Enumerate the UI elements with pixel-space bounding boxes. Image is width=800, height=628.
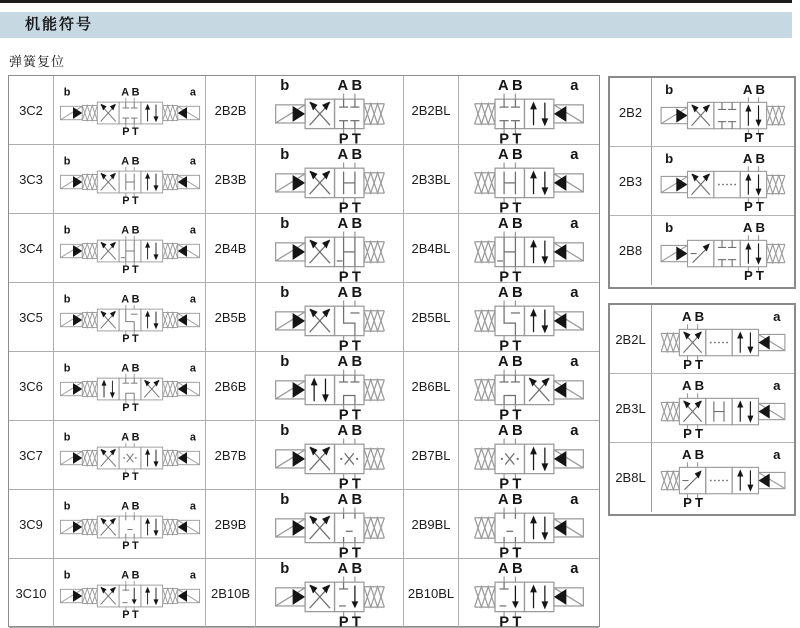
svg-text:a: a [189,568,196,581]
svg-text:PT: PT [338,544,364,559]
svg-text:a: a [773,447,781,463]
valve-symbol-2B10B [256,559,404,628]
svg-text:AB: AB [497,215,527,232]
valve-symbol-2B2 [652,78,794,147]
model-label: 2B6B [206,352,256,421]
valve-schematic [271,76,389,145]
svg-text:AB: AB [336,146,366,163]
svg-text:a: a [189,292,196,305]
svg-text:b: b [279,77,289,94]
valve-symbol-2B6B [256,352,404,421]
model-label: 3C3 [9,145,54,214]
svg-text:a: a [773,377,781,393]
svg-text:AB: AB [497,560,527,577]
svg-text:PT: PT [338,130,364,145]
svg-text:PT: PT [499,268,525,283]
valve-symbol-2B4BL [459,214,599,283]
svg-text:b: b [279,560,289,577]
valve-symbol-2B7B [256,421,404,490]
svg-text:PT: PT [743,198,767,214]
svg-text:b: b [279,284,289,301]
valve-symbol-2B4B [256,214,404,283]
svg-text:b: b [279,353,289,370]
valve-schematic [57,289,203,346]
svg-text:PT: PT [499,130,525,145]
svg-text:PT: PT [121,401,141,414]
svg-text:AB: AB [497,491,527,508]
svg-text:PT: PT [499,475,525,490]
model-label: 3C2 [9,76,54,145]
valve-symbol-3C3 [54,145,206,214]
svg-text:PT: PT [338,613,364,628]
svg-text:AB: AB [336,215,366,232]
svg-text:b: b [63,499,70,512]
svg-text:PT: PT [499,406,525,421]
svg-text:AB: AB [120,430,142,443]
valve-schematic [271,145,389,214]
svg-text:AB: AB [497,77,527,94]
svg-text:b: b [279,491,289,508]
symbol-table [8,75,600,627]
svg-text:PT: PT [121,332,141,345]
valve-schematic [271,490,389,559]
valve-symbol-3C5 [54,283,206,352]
side-table-2bl [608,303,796,516]
model-label: 2B2B [206,76,256,145]
svg-text:a: a [189,430,196,443]
valve-symbol-2B8L [652,443,794,512]
svg-text:PT: PT [743,129,767,145]
side-table-2b [608,76,796,289]
svg-text:b: b [665,150,674,166]
model-label: 3C6 [9,352,54,421]
svg-text:a: a [570,215,579,232]
svg-text:AB: AB [682,308,708,324]
svg-text:PT: PT [499,544,525,559]
svg-text:b: b [665,81,674,97]
svg-text:b: b [279,422,289,439]
svg-text:a: a [570,491,579,508]
svg-text:AB: AB [497,284,527,301]
valve-schematic [57,358,203,415]
svg-text:AB: AB [742,81,769,97]
model-label: 2B9B [206,490,256,559]
svg-text:AB: AB [120,223,142,236]
model-label: 2B8L [610,443,652,512]
svg-text:b: b [63,154,70,167]
valve-schematic [470,76,588,145]
valve-schematic [271,352,389,421]
model-label: 2B7B [206,421,256,490]
valve-schematic [470,490,588,559]
svg-text:b: b [63,223,70,236]
svg-text:b: b [279,215,289,232]
svg-text:a: a [570,77,579,94]
model-label: 2B2L [610,305,652,374]
valve-schematic [470,283,588,352]
svg-text:AB: AB [120,361,142,374]
svg-text:PT: PT [338,199,364,214]
valve-schematic [57,220,203,277]
model-label: 2B3 [610,147,652,216]
valve-symbol-2B7BL [459,421,599,490]
model-label: 2B9BL [404,490,459,559]
svg-text:AB: AB [120,85,142,98]
svg-text:b: b [63,292,70,305]
valve-symbol-2B9BL [459,490,599,559]
svg-text:PT: PT [121,125,141,138]
svg-text:PT: PT [338,337,364,352]
svg-text:AB: AB [120,154,142,167]
valve-schematic [271,421,389,490]
valve-symbol-2B8 [652,216,794,285]
model-label: 3C4 [9,214,54,283]
svg-text:AB: AB [336,560,366,577]
svg-text:a: a [189,223,196,236]
model-label: 2B5B [206,283,256,352]
valve-schematic [657,216,789,285]
svg-text:b: b [665,220,674,236]
svg-text:a: a [570,146,579,163]
svg-text:PT: PT [121,539,141,552]
svg-text:PT: PT [499,613,525,628]
svg-text:b: b [63,361,70,374]
valve-symbol-2B5BL [459,283,599,352]
svg-text:a: a [189,361,196,374]
valve-schematic [470,421,588,490]
model-label: 2B2 [610,78,652,147]
svg-text:PT: PT [121,263,141,276]
svg-text:PT: PT [743,267,767,283]
page-title: 机能符号 [25,16,94,33]
svg-text:PT: PT [683,494,707,510]
svg-text:AB: AB [120,499,142,512]
svg-text:PT: PT [338,475,364,490]
svg-text:AB: AB [682,377,708,393]
valve-schematic [470,352,588,421]
svg-text:b: b [63,430,70,443]
model-label: 3C9 [9,490,54,559]
svg-text:AB: AB [336,422,366,439]
svg-text:AB: AB [497,422,527,439]
valve-schematic [57,565,203,622]
svg-text:a: a [189,499,196,512]
valve-symbol-3C7 [54,421,206,490]
valve-schematic [271,559,389,628]
model-label: 2B3L [610,374,652,443]
valve-schematic [657,443,789,512]
valve-symbol-3C10 [54,559,206,628]
svg-text:PT: PT [121,608,141,621]
valve-schematic [271,283,389,352]
model-label: 2B5BL [404,283,459,352]
valve-symbol-2B9B [256,490,404,559]
valve-schematic [271,214,389,283]
svg-text:AB: AB [742,220,769,236]
model-label: 2B10BL [404,559,459,628]
svg-text:PT: PT [338,268,364,283]
svg-text:a: a [570,560,579,577]
valve-symbol-2B10BL [459,559,599,628]
svg-text:a: a [189,154,196,167]
svg-text:AB: AB [336,491,366,508]
valve-schematic [657,147,789,216]
valve-symbol-2B3L [652,374,794,443]
valve-symbol-2B2BL [459,76,599,145]
svg-text:AB: AB [497,353,527,370]
valve-symbol-2B3BL [459,145,599,214]
valve-symbol-3C4 [54,214,206,283]
model-label: 3C10 [9,559,54,628]
valve-symbol-2B3 [652,147,794,216]
model-label: 2B10B [206,559,256,628]
valve-schematic [470,559,588,628]
model-label: 2B3B [206,145,256,214]
svg-text:AB: AB [497,146,527,163]
valve-schematic [57,82,203,139]
valve-schematic [657,305,789,374]
valve-schematic [470,214,588,283]
valve-symbol-2B2L [652,305,794,374]
valve-schematic [657,78,789,147]
svg-text:AB: AB [682,447,708,463]
model-label: 3C5 [9,283,54,352]
valve-schematic [57,496,203,553]
model-label: 2B8 [610,216,652,285]
model-label: 2B3BL [404,145,459,214]
svg-text:PT: PT [683,425,707,441]
model-label: 2B6BL [404,352,459,421]
page-subtitle: 弹簧复位 [9,54,66,69]
top-rule [0,0,792,3]
svg-text:PT: PT [121,194,141,207]
model-label: 3C7 [9,421,54,490]
model-label: 2B7BL [404,421,459,490]
valve-symbol-2B3B [256,145,404,214]
svg-text:a: a [570,422,579,439]
svg-text:b: b [63,568,70,581]
svg-text:AB: AB [336,284,366,301]
svg-text:b: b [279,146,289,163]
valve-schematic [657,374,789,443]
valve-symbol-2B6BL [459,352,599,421]
valve-symbol-2B5B [256,283,404,352]
svg-text:a: a [570,353,579,370]
valve-symbol-2B2B [256,76,404,145]
svg-text:a: a [189,85,196,98]
valve-schematic [57,151,203,208]
valve-schematic [470,145,588,214]
svg-text:AB: AB [336,77,366,94]
svg-text:AB: AB [742,150,769,166]
svg-text:a: a [773,308,781,324]
model-label: 2B4B [206,214,256,283]
valve-schematic [57,427,203,484]
section-title-bar [0,12,792,38]
valve-symbol-3C6 [54,352,206,421]
svg-text:PT: PT [338,406,364,421]
valve-symbol-3C9 [54,490,206,559]
svg-text:b: b [63,85,70,98]
model-label: 2B2BL [404,76,459,145]
valve-symbol-3C2 [54,76,206,145]
svg-text:PT: PT [683,356,707,372]
svg-text:AB: AB [336,353,366,370]
model-label: 2B4BL [404,214,459,283]
svg-text:a: a [570,284,579,301]
svg-text:PT: PT [121,470,141,483]
svg-text:AB: AB [120,292,142,305]
svg-text:AB: AB [120,568,142,581]
svg-text:PT: PT [499,199,525,214]
svg-text:PT: PT [499,337,525,352]
